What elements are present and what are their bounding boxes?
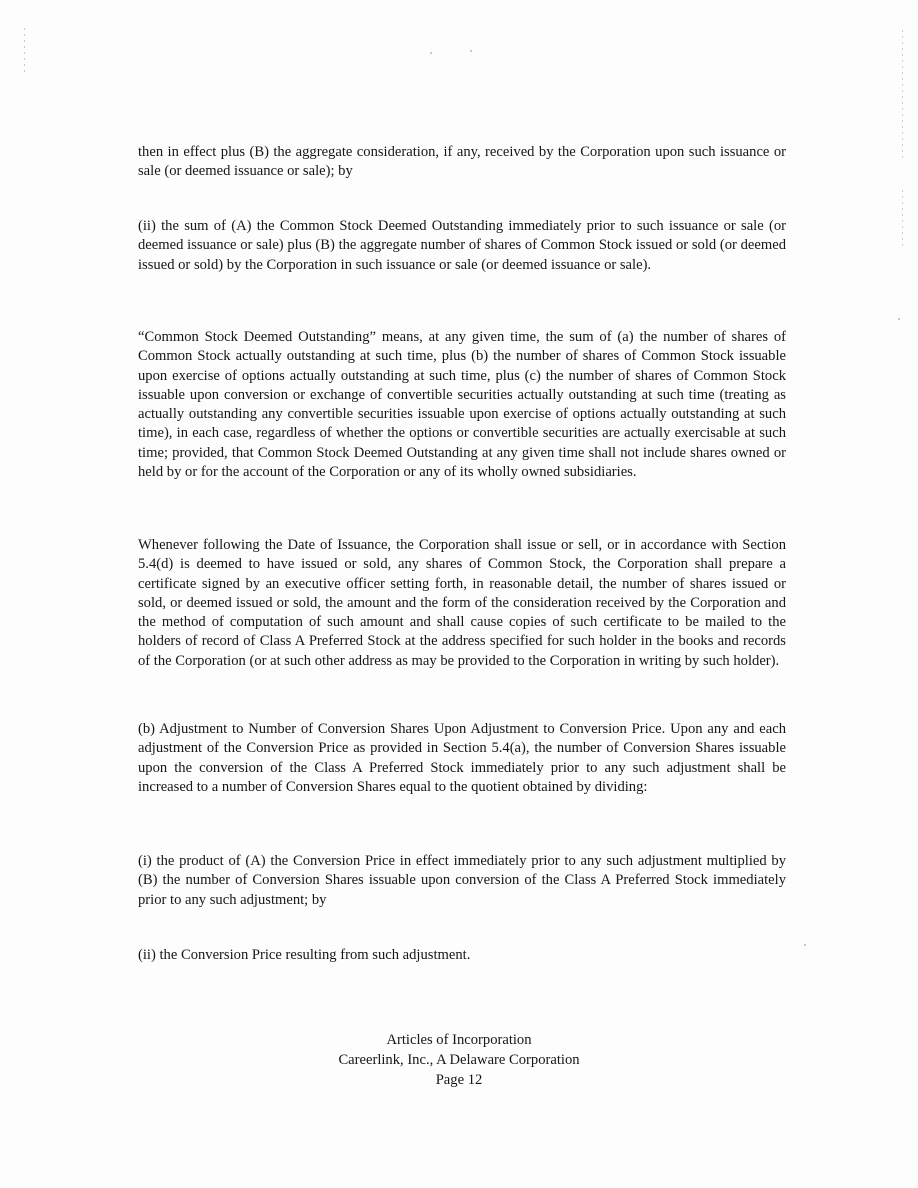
scan-speck	[804, 944, 806, 946]
paragraph-section-b-adjustment: (b) Adjustment to Number of Conversion Shares Upon Adjustment to Conversion Price. Upon any and each adjustment of the Conversion Price as provided in Section 5.4(a), the number of Conversion Shares issuable upon the conversion of the Class A Preferred Stock immediately prior to any such adjustment shall be increased to a number of Conversion Shares equal to the quotient obtained by dividing:	[138, 721, 786, 795]
footer-company-name: Careerlink, Inc., A Delaware Corporation	[338, 1052, 580, 1068]
paragraph-clause-i-product: (i) the product of (A) the Conversion Price in effect immediately prior to any such adjustment multiplied by (B) the number of Conversion Shares issuable upon conversion of the Class A Preferred Stock immediately prior to any such adjustment; by	[138, 853, 786, 908]
paragraph-continuation: then in effect plus (B) the aggregate consideration, if any, received by the Corporation upon such issuance or sale (or deemed issuance or sale); by	[138, 144, 786, 180]
scan-speck	[898, 318, 900, 320]
scan-speck	[430, 52, 432, 54]
paragraph-certificate-requirement: Whenever following the Date of Issuance, the Corporation shall issue or sell, or in accordance with Section 5.4(d) is deemed to have issued or sold, any shares of Common Stock, the Corporation shall prepare a certificate signed by an executive officer setting forth, in reasonable detail, the number of shares issued or sold, or deemed issued or sold, the amount and the form of the consideration received by the Corporation and the method of computation of such amount and shall cause copies of such certificate to be mailed to the holders of record of Class A Preferred Stock at the address specified for such holder in the books and records of the Corporation (or at such other address as may be provided to the Corporation in writing by such holder).	[138, 537, 786, 669]
scan-edge-mark-left	[24, 28, 25, 72]
footer-page-number: Page 12	[435, 1072, 483, 1088]
paragraph-common-stock-definition: “Common Stock Deemed Outstanding” means, at any given time, the sum of (a) the number of shares of Common Stock actually outstanding at such time, plus (b) the number of shares of Common Stock issuable upon exercise of options actually outstanding at such time, plus (c) the number of shares of Common Stock issuable upon conversion or exchange of convertible securities actually outstanding at such time (treating as actually outstanding any convertible securities issuable upon exercise of options actually outstanding at such time), in each case, regardless of whether the options or convertible securities are actually exercisable at such time; provided, that Common Stock Deemed Outstanding at any given time shall not include shares owned or held by or for the account of the Corporation or any of its wholly owned subsidiaries.	[138, 329, 786, 481]
scan-speck	[470, 50, 472, 52]
page-footer	[0, 1030, 918, 1090]
paragraph-clause-ii-conversion-price: (ii) the Conversion Price resulting from such adjustment.	[138, 947, 471, 963]
scan-edge-mark-right-lower	[902, 190, 903, 250]
paragraph-clause-ii-sum: (ii) the sum of (A) the Common Stock Deemed Outstanding immediately prior to such issuance or sale (or deemed issuance or sale) plus (B) the aggregate number of shares of Common Stock issued or sold (or deemed issued or sold) by the Corporation in such issuance or sale (or deemed issuance or sale).	[138, 218, 786, 273]
scan-edge-mark-right	[902, 30, 903, 160]
footer-document-title: Articles of Incorporation	[386, 1032, 532, 1048]
